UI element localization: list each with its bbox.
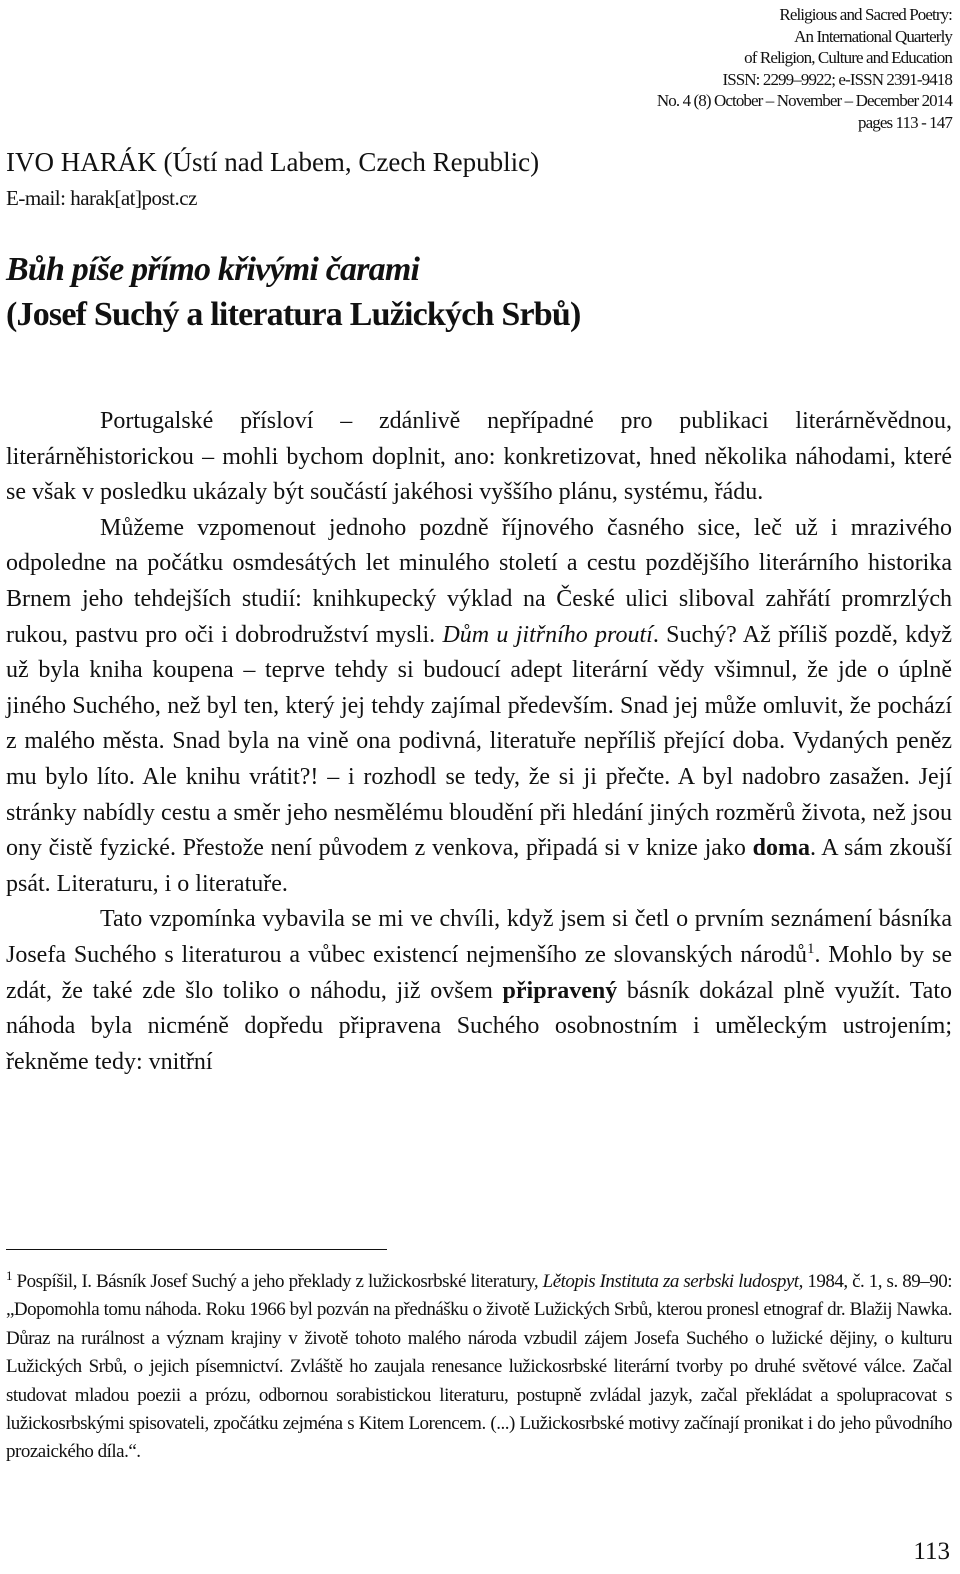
author-name: IVO HARÁK (Ústí nad Labem, Czech Republic) [6,147,540,177]
paragraph-text: . A sám zkouší psát. Literaturu, i o literatuře. [6,835,952,897]
footnote-divider [6,1249,387,1250]
paragraph-text: . Mohlo by se zdát, že také zde šlo toliko o náhodu, již ovšem [6,941,953,1004]
journal-line: Religious and Sacred Poetry: [779,5,952,24]
emphasis-bold: připravený [502,977,618,1004]
article-title-main: Bůh píše přímo křivými čarami [6,251,420,288]
journal-header [657,4,952,133]
journal-issue: No. 4 (8) October – November – December 2014 [656,91,952,110]
journal-line: of Religion, Culture and Education [744,48,952,67]
paragraph-text: . Suchý? Až příliš pozdě, když už byla kniha koupena – teprve tehdy si budoucí adept literární vědy všimnul, že jde o úplně jiného Suchého, než byl ten, který jej tehdy zajímal především. Snad jej může omluvit, že pochází z malého města. Snad byla na vině ona podivná, literatuře nepříliš přející doba. Vydaných peněz mu bylo líto. Ale knihu vrátit?! – i rozhodl se tedy, že si ji přečte. A byl nadobro zasažen. Její stránky nabídly cestu a směr jeho nesmělému bloudění při hledání jiných rozměrů života, než jsou ony čistě fyzické. Přestože není původem z venkova, připadá si v knize jako [6,621,952,862]
journal-line: An International Quarterly [794,26,952,46]
paragraph [6,511,952,903]
paragraph [6,902,952,1080]
footnote-text: , 1984, č. 1, s. 89–90: „Dopomohla tomu náhoda. Roku 1966 byl pozván na přednášku o životě Lužických Srbů, kterou pronesl etnograf dr. Blažij Nawka. Důraz na rurálnost a význam krajiny v životě tohoto malého národa vzbudil zájem Josefa Suchého o lužické dějiny, o kulturu Lužických Srbů, o jejich písemnictví. Zvláště ho zaujala renesance lužickosrbské literární tvorby po druhé světové válce. Začal studovat mladou poezii a prózu, odbornou sorabistickou literaturu, postupně zvládal jazyk, začal překládat a spolupracovat s lužickosrbskými spisovateli, zpočátku zejména s Kitem Lorencem. (...) Lužickosrbské motivy začínají pronikat i do jeho původního prozaického díla.“. [6,1271,952,1463]
journal-pages: pages 113 - 147 [858,112,952,132]
book-title: Dům u jitřního proutí [442,621,653,648]
page-number: 113 [913,1538,950,1565]
footnote-journal: Lětopis Instituta za serbski ludospyt [542,1271,799,1292]
footnote-ref[interactable]: 1 [806,940,815,957]
footnote [6,1268,952,1467]
journal-issn: ISSN: 2299–9922; e-ISSN 2391-9418 [722,69,952,89]
emphasis-bold: doma [752,835,810,862]
paragraph-text: Portugalské přísloví – zdánlivě nepřípadné pro publikaci literárněvědnou, literárněhistorickou – mohli bychom doplnit, ano: konkretizovat, hned několika náhodami, které se však v posledku ukázaly být součástí jakéhosi vyššího plánu, systému, řádu. [6,408,952,506]
article-title [6,247,580,337]
paragraph-text: básník dokázal plně využít. Tato náhoda byla nicméně dopředu připravena Suchého osobnostním i uměleckým ustrojením; řekněme tedy: vnitřní [6,977,952,1075]
footnote-text: Pospíšil, I. Básník Josef Suchý a jeho překlady z lužickosrbské literatury, [12,1271,543,1292]
article-title-subtitle: (Josef Suchý a literatura Lužických Srbů) [6,296,581,333]
paragraph [6,404,952,511]
footnote-number: 1 [6,1268,12,1283]
paragraph-text: Tato vzpomínka vybavila se mi ve chvíli, když jsem si četl o prvním seznámení básníka Josefa Suchého s literaturou a vůbec existencí nejmenšího ze slovanských národů [6,906,952,968]
article-body [6,404,952,1080]
paragraph-text: Můžeme vzpomenout jednoho pozdně říjnového časného sice, leč už i mrazivého odpoledne na počátku osmdesátých let minulého století a cestu pozdějšího literárního historika Brnem jeho tehdejších studií: knihkupecký výklad na České ulici sliboval zahřátí promrzlých rukou, pastvu pro oči i dobrodružství mysli. [6,514,952,648]
author-email: E-mail: harak[at]post.cz [6,186,197,210]
